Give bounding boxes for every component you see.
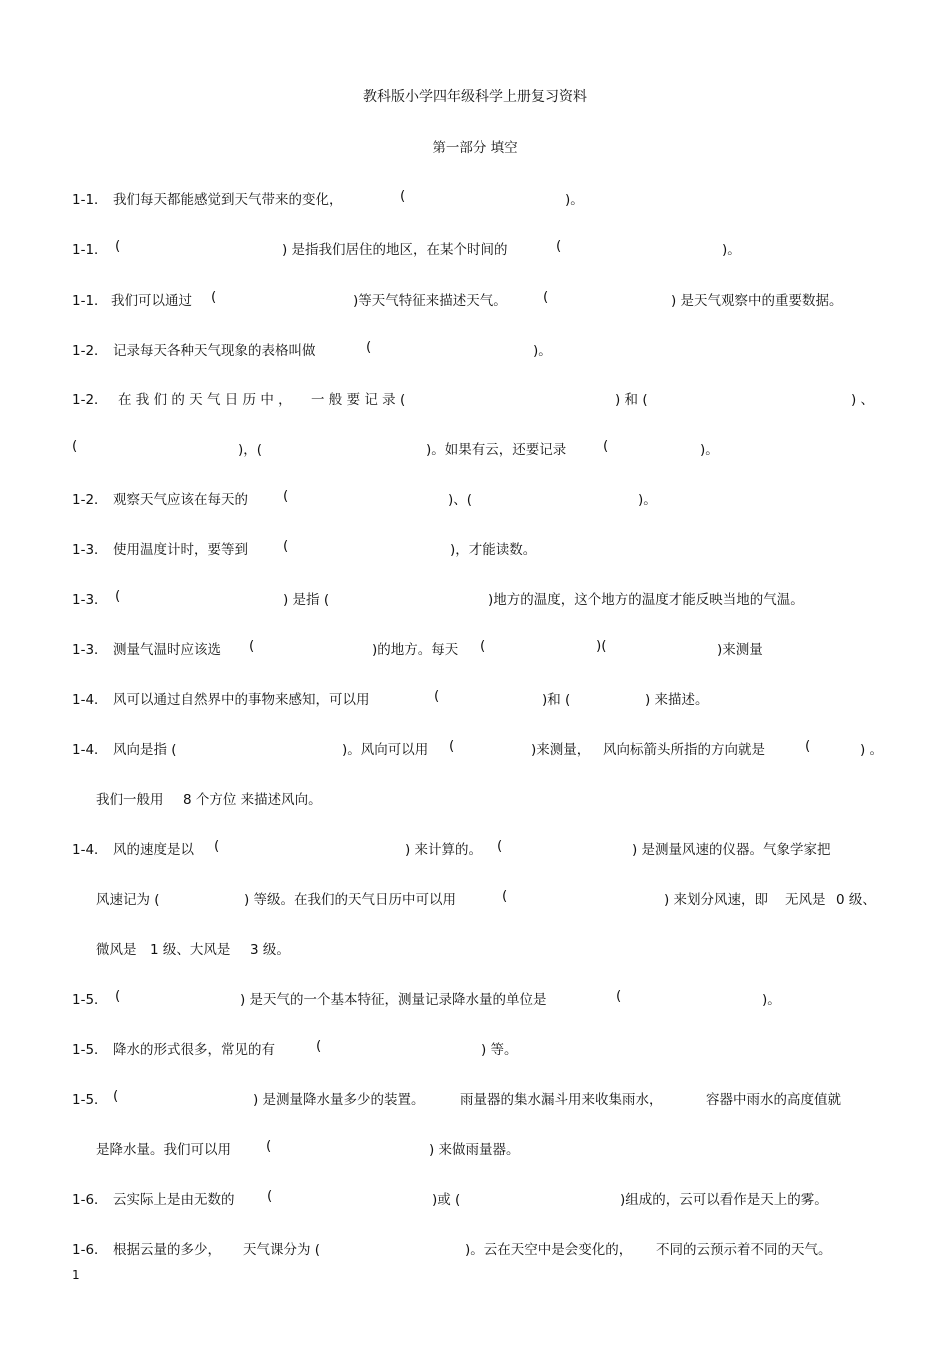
question-text: (: [115, 988, 121, 1004]
question-text: )(: [596, 638, 607, 654]
question-text: )。: [722, 242, 741, 258]
question-text: 微风是: [96, 942, 137, 958]
question-number: 1-3．: [72, 592, 108, 608]
question-text: (: [543, 289, 549, 305]
question-text: (: [211, 289, 217, 305]
question-text: )。: [565, 192, 584, 208]
question-number: 1-4．: [72, 842, 108, 858]
question-text: 是降水量。我们可以用: [96, 1142, 231, 1158]
question-number: 1-4．: [72, 692, 108, 708]
question-text: )组成的，云可以看作是天上的雾。: [620, 1192, 828, 1208]
question-text: )。: [638, 492, 657, 508]
question-number: 1-6．: [72, 1242, 108, 1258]
question-text: (: [480, 638, 486, 654]
question-text: 一 般 要 记 录 (: [311, 392, 406, 408]
question-text: ) 是测量风速的仪器。气象学家把: [632, 842, 831, 858]
question-text: (: [434, 688, 440, 704]
question-text: (: [113, 1088, 119, 1104]
question-text: 风可以通过自然界中的事物来感知，可以用: [113, 692, 370, 708]
question-number: 1-3．: [72, 542, 108, 558]
question-text: )来测量: [717, 642, 763, 658]
question-text: 我们每天都能感觉到天气带来的变化，: [113, 192, 343, 208]
page-number: 1: [72, 1268, 80, 1282]
question-text: )地方的温度，这个地方的温度才能反映当地的气温。: [488, 592, 804, 608]
question-text: (: [502, 888, 508, 904]
question-text: ) 和 (: [615, 392, 648, 408]
question-text: ) 、: [851, 392, 875, 408]
question-text: (: [449, 738, 455, 754]
question-text: )、(: [448, 492, 473, 508]
question-text: )的地方。每天: [372, 642, 459, 658]
question-number: 1-2．: [72, 392, 108, 408]
question-text: (: [214, 838, 220, 854]
question-text: (: [115, 238, 121, 254]
question-text: 我们一般用: [96, 792, 164, 808]
question-text: 根据云量的多少，: [113, 1242, 221, 1258]
question-text: (: [267, 1188, 273, 1204]
question-text: (: [497, 838, 503, 854]
question-number: 1-2．: [72, 343, 108, 359]
question-text: ) 是测量降水量多少的装置。: [253, 1092, 425, 1108]
question-text: 雨量器的集水漏斗用来收集雨水，: [460, 1092, 663, 1108]
question-number: 1-6．: [72, 1192, 108, 1208]
question-text: 使用温度计时，要等到: [113, 542, 248, 558]
question-text: ) 是指我们居住的地区，在某个时间的: [282, 242, 508, 258]
question-text: (: [616, 988, 622, 1004]
question-text: )。风向可以用: [342, 742, 429, 758]
question-text: )。如果有云，还要记录: [426, 442, 567, 458]
section-heading: 第一部分 填空: [432, 140, 518, 156]
question-text: )来测量，: [531, 742, 591, 758]
question-text: )。: [700, 442, 719, 458]
question-text: (: [266, 1138, 272, 1154]
question-text: 0 级、: [836, 892, 876, 908]
question-text: )，(: [238, 442, 263, 458]
question-text: 测量气温时应该选: [113, 642, 221, 658]
question-text: (: [283, 488, 289, 504]
question-text: (: [603, 438, 609, 454]
question-text: 1 级、大风是: [150, 942, 231, 958]
document-title: 教科版小学四年级科学上册复习资料: [363, 89, 587, 105]
question-text: 风向标箭头所指的方向就是: [603, 742, 765, 758]
question-text: )。: [533, 343, 552, 359]
question-text: (: [366, 339, 372, 355]
question-text: 3 级。: [250, 942, 290, 958]
question-text: 不同的云预示着不同的天气。: [656, 1242, 832, 1258]
question-number: 1-5．: [72, 1042, 108, 1058]
question-text: 在 我 们 的 天 气 日 历 中 ，: [118, 392, 292, 408]
question-text: 我们可以通过: [111, 293, 192, 309]
question-text: (: [283, 538, 289, 554]
question-number: 1-5．: [72, 992, 108, 1008]
question-text: ) 是天气的一个基本特征，测量记录降水量的单位是: [240, 992, 547, 1008]
question-text: ) 来计算的。: [405, 842, 483, 858]
question-text: ) 来划分风速，即: [664, 892, 769, 908]
question-number: 1-5．: [72, 1092, 108, 1108]
question-text: ) 等级。在我们的天气日历中可以用: [244, 892, 457, 908]
question-text: )等天气特征来描述天气。: [353, 293, 507, 309]
question-text: ) 等。: [481, 1042, 518, 1058]
question-text: (: [316, 1038, 322, 1054]
question-text: ) 来做雨量器。: [429, 1142, 520, 1158]
question-text: 风向是指 (: [113, 742, 177, 758]
question-text: 天气课分为 (: [243, 1242, 321, 1258]
question-text: 无风是: [785, 892, 826, 908]
question-text: (: [400, 188, 406, 204]
question-text: )和 (: [542, 692, 571, 708]
question-text: (: [115, 588, 121, 604]
question-number: 1-1．: [72, 242, 108, 258]
question-number: 1-4．: [72, 742, 108, 758]
question-number: 1-1．: [72, 293, 108, 309]
question-text: 降水的形式很多，常见的有: [113, 1042, 275, 1058]
question-text: (: [805, 738, 811, 754]
question-number: 1-2．: [72, 492, 108, 508]
question-text: 风的速度是以: [113, 842, 194, 858]
question-text: )或 (: [432, 1192, 461, 1208]
question-text: )。云在天空中是会变化的，: [465, 1242, 633, 1258]
question-text: 8 个方位 来描述风向。: [183, 792, 322, 808]
question-text: 记录每天各种天气现象的表格叫做: [113, 343, 316, 359]
question-text: 风速记为 (: [96, 892, 160, 908]
question-text: (: [249, 638, 255, 654]
question-text: (: [72, 438, 78, 454]
question-text: ) 来描述。: [645, 692, 709, 708]
question-number: 1-3．: [72, 642, 108, 658]
question-text: )。: [762, 992, 781, 1008]
question-text: 观察天气应该在每天的: [113, 492, 248, 508]
question-number: 1-1．: [72, 192, 108, 208]
question-text: 容器中雨水的高度值就: [706, 1092, 841, 1108]
question-text: (: [556, 238, 562, 254]
question-text: ) 是天气观察中的重要数据。: [671, 293, 843, 309]
question-text: 云实际上是由无数的: [113, 1192, 235, 1208]
question-text: ) 是指 (: [283, 592, 330, 608]
question-text: )，才能读数。: [450, 542, 537, 558]
question-text: ) 。: [860, 742, 884, 758]
